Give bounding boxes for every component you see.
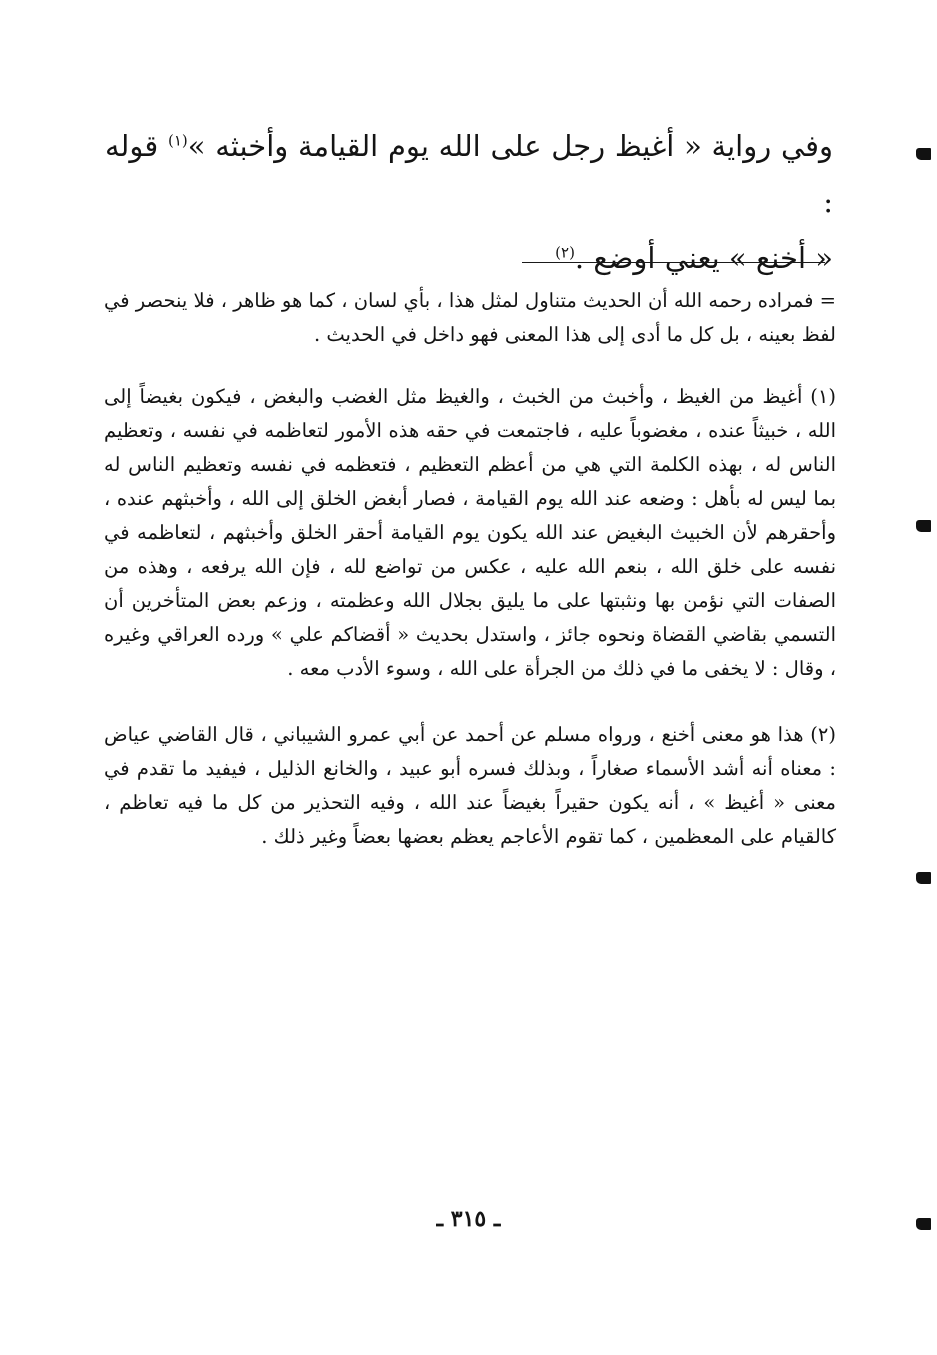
margin-mark-2 xyxy=(916,520,931,532)
margin-mark-1 xyxy=(916,148,931,160)
main-line-1-tail: قوله : xyxy=(105,129,833,219)
footnote-divider xyxy=(522,262,825,263)
footnotes-section xyxy=(104,284,836,854)
margin-mark-4 xyxy=(916,1218,931,1230)
footnote-2: (٢) هذا هو معنى أخنع ، ورواه مسلم عن أحمد عن أبي عمرو الشيباني ، قال القاضي عياض : معناه أنه أشد الأسماء صغاراً ، وبذلك فسره أبو عبيد ، والخانع الذليل ، فيفيد ما تقدم في معنى « أغيظ » ، أنه يكون حقيراً بغيضاً عند الله ، وفيه التحذير من كل ما فيه تعاظم ، كالقيام على المعظمين ، كما تقوم الأعاجم يعظم بعضها بعضاً وغير ذلك . xyxy=(104,723,836,848)
main-line-2 xyxy=(105,230,833,286)
main-line-2-text: « أخنع » يعني أوضع . xyxy=(574,241,833,275)
margin-mark-3 xyxy=(916,872,931,884)
main-line-1 xyxy=(105,118,833,230)
footnote-1: (١) أغيظ من الغيظ ، وأخبث من الخبث ، والغيظ مثل الغضب والبغض ، فيكون بغيضاً إلى الله ، خبيثاً عنده ، مغضوباً عليه ، فاجتمعت في حقه هذه الأمور لتعاظمه في نفسه ، وتعظيم الناس له ، بهذه الكلمة التي هي من أعظم التعظيم ، فتعظمه في نفسه وتعظيم الناس له بما ليس له بأهل : وضعه عند الله يوم القيامة ، فصار أبغض الخلق إلى الله ، وأخبثهم عنده ، وأحقرهم لأن الخبيث البغيض عند الله يكون يوم القيامة أحقر الخلق وأخبثهم ، لتعاظمه في نفسه على خلق الله ، بنعم الله عليه ، عكس من تواضع لله ، فإن الله يرفعه ، وهذه من الصفات التي نؤمن بها ونثبتها على ما يليق بجلال الله وعظمته ، وزعم بعض المتأخرين أن التسمي بقاضي القضاة ونحوه جائز ، واستدل بحديث « أقضاكم علي » ورده العراقي وغيره ، وقال : لا يخفى ما في ذلك من الجرأة على الله ، وسوء الأدب معه . xyxy=(104,385,836,680)
page-number: ـ ٣١٥ ـ xyxy=(436,1206,501,1232)
footnote-ref-2[interactable]: (٢) xyxy=(555,243,575,262)
main-line-1-text: وفي رواية « أغيظ رجل على الله يوم القيامة وأخبثه » xyxy=(187,129,834,163)
footnote-ref-1[interactable]: (١) xyxy=(167,131,188,150)
main-text xyxy=(105,118,833,286)
footnote-continuation: = فمراده رحمه الله أن الحديث متناول لمثل هذا ، بأي لسان ، كما هو ظاهر ، فلا ينحصر في لفظ بعينه ، بل كل ما أدى إلى هذا المعنى فهو داخل في الحديث . xyxy=(104,289,836,346)
